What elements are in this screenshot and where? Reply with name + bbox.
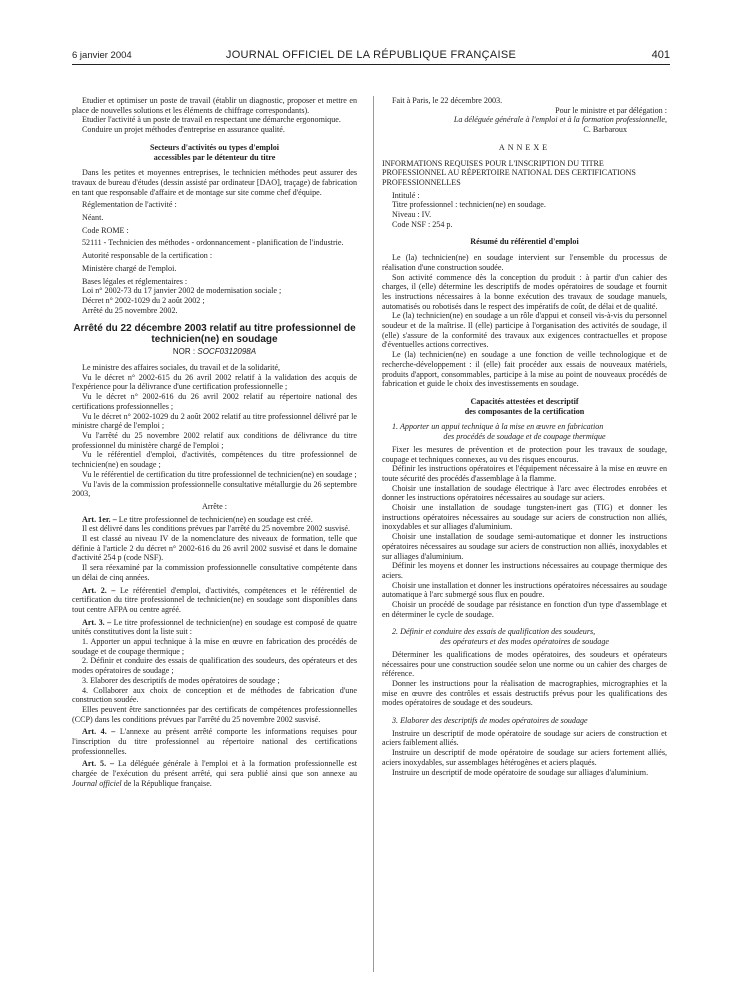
article-3-item: Elles peuvent être sanctionnées par des certificats de compétences professionnelles (CCP) dans les conditions prévues par l'arrêté du 25 novembre 2002 susvisé. bbox=[72, 704, 357, 724]
subsection-1-paragraph: Fixer les mesures de prévention et de protection pour les travaux de soudage, coupage et techniques connexes, au vu des risques encourus. bbox=[382, 444, 667, 464]
article-1-paragraph: Il est classé au niveau IV de la nomenclature des niveaux de formation, telle que définie à l'article 2 du décret n° 2002-616 du 26 avril 2002 susvisé et dans le domaine d'activité 254 p (code NSF). bbox=[72, 534, 357, 563]
subsection-1-paragraph: Choisir un procédé de soudage par résistance en fonction d'un type d'assemblage et en déterminer le cycle de soudage. bbox=[382, 600, 667, 619]
resume-paragraph: Le (la) technicien(ne) en soudage a une fonction de veille technologique et de recherche-développement : il (elle) fait procéder aux essais de nouveaux matériels, produits d'apport, consommables, participe à la mise au point de nouveaux procédés de fabrication et guide le choix des investissements en soudage. bbox=[382, 350, 667, 389]
visa-paragraph: Vu le décret n° 2002-1029 du 2 août 2002 relatif au titre professionnel délivré par le ministre chargé de l'emploi ; bbox=[72, 411, 357, 431]
article-3-item: 3. Elaborer des descriptifs de modes opératoires de soudage ; bbox=[82, 675, 280, 685]
visa-paragraph: Vu le décret n° 2002-615 du 26 avril 2002 relatif à la validation des acquis de l'expérience pour la délivrance d'une certification professionnelle ; bbox=[72, 372, 357, 392]
header-journal-title: JOURNAL OFFICIEL DE LA RÉPUBLIQUE FRANÇAISE bbox=[225, 49, 517, 61]
fait-line: Fait à Paris, le 22 décembre 2003. bbox=[392, 96, 503, 105]
subsection-1-paragraph: Définir les moyens et donner les instructions nécessaires au coupage thermique des aciers. bbox=[382, 561, 667, 580]
article-2: Art. 2. – Le référentiel d'emploi, d'activités, compétences et le référentiel de certification du titre professionnel de technicien(ne) en soudage sont disponibles dans tout centre AFPA ou centre agréé. bbox=[72, 585, 357, 614]
delegation-line: Pour le ministre et par délégation : bbox=[555, 105, 667, 115]
section-title-sectors: Secteurs d'activités ou types d'emploi accessibles par le détenteur du titre bbox=[149, 142, 280, 162]
subsection-1-paragraph: Choisir une installation de soudage électrique à l'arc avec électrodes enrobées et donner les instructions opératoires nécessaires au soudage sur aciers. bbox=[382, 483, 667, 503]
visa-paragraph: Vu l'arrêté du 25 novembre 2002 relatif aux conditions de délivrance du titre professionnel du ministère chargé de l'emploi ; bbox=[72, 430, 357, 450]
bases-item: Arrêté du 25 novembre 2002. bbox=[82, 305, 178, 315]
regl-label: Réglementation de l'activité : bbox=[82, 200, 177, 210]
rome-label: Code ROME : bbox=[82, 225, 129, 235]
autorite-value: Ministère chargé de l'emploi. bbox=[82, 263, 177, 273]
intro-paragraph: Conduire un projet méthodes d'entreprise en assurance qualité. bbox=[82, 125, 285, 135]
header-page-number: 401 bbox=[651, 49, 670, 61]
article-5: Art. 5. – La déléguée générale à l'emploi et à la formation professionnelle est chargée de l'exécution du présent arrêté, qui sera publié ainsi que son annexe au Journal officiel de la République française. bbox=[72, 759, 357, 788]
regl-value: Néant. bbox=[82, 213, 104, 223]
article-3-item: 4. Collaborer aux choix de conception et de méthodes de fabrication d'une construction soudée. bbox=[72, 685, 357, 705]
article-3-item: 1. Apporter un appui technique à la mise en œuvre en fabrication des procédés de soudage et de coupage thermique ; bbox=[72, 637, 357, 656]
visa-paragraph: Vu le décret n° 2002-616 du 26 avril 2002 relatif au répertoire national des certifications professionnelles ; bbox=[72, 392, 357, 411]
resume-title: Résumé du référentiel d'emploi bbox=[470, 237, 579, 247]
resume-paragraph: Le (la) technicien(ne) en soudage a un rôle d'appui et conseil vis-à-vis du personnel soudeur et de la maîtrise. Il (elle) participe à l'organisation des activités de soudage, il (elle) s'assure de la conformité des travaux aux exigences contractuelles et propose d'éventuelles actions correctives. bbox=[382, 311, 667, 350]
subsection-2-paragraph: Donner les instructions pour la réalisation de macrographies, micrographies et la mise en œuvre des contrôles et essais destructifs prévus pour les qualifications des modes opératoires de soudage et des soudeurs. bbox=[382, 678, 667, 708]
article-3-item: 2. Définir et conduire des essais de qualification des soudeurs, des opérateurs et des modes opératoires de soudage ; bbox=[72, 656, 357, 676]
subsection-3-paragraph: Instruire un descriptif de mode opératoire de soudage sur aciers de construction et aciers faiblement alliés. bbox=[382, 728, 667, 748]
subsection-3-paragraph: Instruire un descriptif de mode opératoire de soudage sur alliages d'aluminium. bbox=[392, 767, 649, 777]
column-divider bbox=[373, 96, 374, 972]
capacites-title: Capacités attestées et descriptif des composantes de la certification bbox=[464, 396, 585, 416]
subsection-1-paragraph: Choisir une installation et donner les instructions opératoires nécessaires au soudage automatique à l'arc submergé sous flux en poudre. bbox=[382, 580, 667, 600]
subsection-1-paragraph: Choisir une installation de soudage semi-automatique et donner les instructions opératoires nécessaires au soudage sur aciers de construction non alliés, inoxydables et sur alliages d'aluminium. bbox=[382, 532, 667, 561]
intro-paragraph: Etudier et optimiser un poste de travail (établir un diagnostic, proposer et mettre en place de nouvelles solutions et les éléments de chiffrage correspondants). bbox=[72, 96, 357, 115]
page-header bbox=[72, 50, 670, 65]
article-1-paragraph: Il est délivré dans les conditions prévues par l'arrêté du 25 novembre 2002 susvisé. bbox=[82, 524, 351, 534]
subsection-3-title: 3. Elaborer des descriptifs de modes opératoires de soudage bbox=[392, 716, 588, 726]
niveau: Niveau : IV. bbox=[392, 210, 432, 220]
intitule-label: Intitulé : bbox=[392, 190, 420, 200]
annexe-title: ANNEXE bbox=[498, 142, 551, 152]
visa-paragraph: Vu le référentiel d'emploi, d'activités, compétences du titre professionnel de technicien(ne) en soudage ; bbox=[72, 450, 357, 470]
right-column bbox=[382, 96, 667, 777]
info-title: INFORMATIONS REQUISES POUR L'INSCRIPTION DU TITRE PROFESSIONNEL AU RÉPERTOIRE NATIONAL DES CERTIFICATIONS PROFESSIONNELLES bbox=[382, 158, 636, 187]
deleguee-line: La déléguée générale à l'emploi et à la formation professionnelle, bbox=[453, 115, 667, 125]
subsection-1-title: des procédés de soudage et de coupage thermique bbox=[443, 432, 606, 442]
nor-line: NOR : SOCF0312098A bbox=[172, 347, 257, 357]
code-nsf: Code NSF : 254 p. bbox=[392, 219, 453, 229]
visa-paragraph: Vu l'avis de la commission professionnelle consultative métallurgie du 26 septembre 2003, bbox=[72, 479, 357, 499]
bases-label: Bases légales et réglementaires : bbox=[82, 276, 188, 286]
intro-paragraph: Etudier l'activité à un poste de travail en respectant une démarche ergonomique. bbox=[82, 115, 341, 125]
visa-paragraph: Vu le référentiel de certification du titre professionnel de technicien(ne) en soudage ; bbox=[82, 469, 357, 479]
rome-value: 52111 - Technicien des méthodes - ordonnancement - planification de l'industrie. bbox=[82, 238, 344, 248]
subsection-3-paragraph: Instruire un descriptif de mode opératoire de soudage sur aciers fortement alliés, aciers inoxydables, sur assemblages hétérogènes et aciers plaqués. bbox=[382, 748, 667, 767]
resume-paragraph: Le (la) technicien(ne) en soudage intervient sur l'ensemble du processus de réalisation d'une construction soudée. bbox=[382, 253, 667, 272]
article-1-paragraph: Il sera réexaminé par la commission professionnelle consultative compétente dans un délai de cinq années. bbox=[72, 563, 357, 582]
bases-item: Décret n° 2002-1029 du 2 août 2002 ; bbox=[82, 295, 205, 305]
sectors-paragraph: Dans les petites et moyennes entreprises, le technicien méthodes peut assurer des travaux de bureau d'études (dessin assisté par ordinateur [DAO], traçage) de fabrication en tant que responsable d'affaire et de montage sur site comme chef d'équipe. bbox=[72, 168, 357, 197]
left-column bbox=[72, 96, 357, 789]
titre-pro: Titre professionnel : technicien(ne) en soudage. bbox=[392, 200, 546, 210]
article-1: Art. 1er. – Le titre professionnel de technicien(ne) en soudage est créé. bbox=[82, 514, 313, 524]
subsection-1-paragraph: Choisir une installation de soudage tungsten-inert gas (TIG) et donner les instructions opératoires nécessaires au soudage sur aciers de construction non alliés, inoxydables et sur alliages d'aluminium. bbox=[382, 503, 667, 532]
subsection-2-title: des opérateurs et des modes opératoires de soudage bbox=[440, 637, 609, 647]
header-date: 6 janvier 2004 bbox=[72, 50, 132, 61]
arrete-title: Arrêté du 22 décembre 2003 relatif au titre professionnel de technicien(ne) en soudage bbox=[73, 323, 356, 346]
subsection-1-paragraph: Définir les instructions opératoires et l'équipement nécessaire à la mise en œuvre en toute sécurité des procédés d'assemblage à la flamme. bbox=[382, 464, 667, 483]
article-3: Art. 3. – Le titre professionnel de technicien(ne) en soudage est composé de quatre unités constitutives dont la liste suit : bbox=[72, 617, 357, 637]
subsection-2-paragraph: Déterminer les qualifications de modes opératoires, des soudeurs et opérateurs nécessaires pour une construction soudée selon une norme ou un cahier des charges de référence. bbox=[382, 649, 667, 679]
visa-paragraph: Le ministre des affaires sociales, du travail et de la solidarité, bbox=[82, 363, 281, 373]
arrete-word: Arrête : bbox=[202, 501, 227, 511]
subsection-1-title: 1. Apporter un appui technique à la mise en œuvre en fabrication bbox=[392, 422, 604, 432]
autorite-label: Autorité responsable de la certification : bbox=[82, 251, 213, 261]
article-4: Art. 4. – L'annexe au présent arrêté comporte les informations requises pour l'inscription du titre professionnel au répertoire national des certifications professionnelles. bbox=[72, 727, 357, 756]
subsection-2-title: 2. Définir et conduire des essais de qualification des soudeurs, bbox=[392, 627, 596, 637]
signataire: C. Barbaroux bbox=[583, 125, 627, 135]
bases-item: Loi n° 2002-73 du 17 janvier 2002 de modernisation sociale ; bbox=[82, 286, 282, 296]
resume-paragraph: Son activité commence dès la conception du produit : à partir d'un cahier des charges, il (elle) détermine les descriptifs de modes opératoires de soudage et fournit les instructions nécessaires à la bonne exécution des travaux de soudage manuels, automatisés ou robotisés dans le respect des impératifs de coût, de délai et de qualité. bbox=[382, 272, 667, 311]
